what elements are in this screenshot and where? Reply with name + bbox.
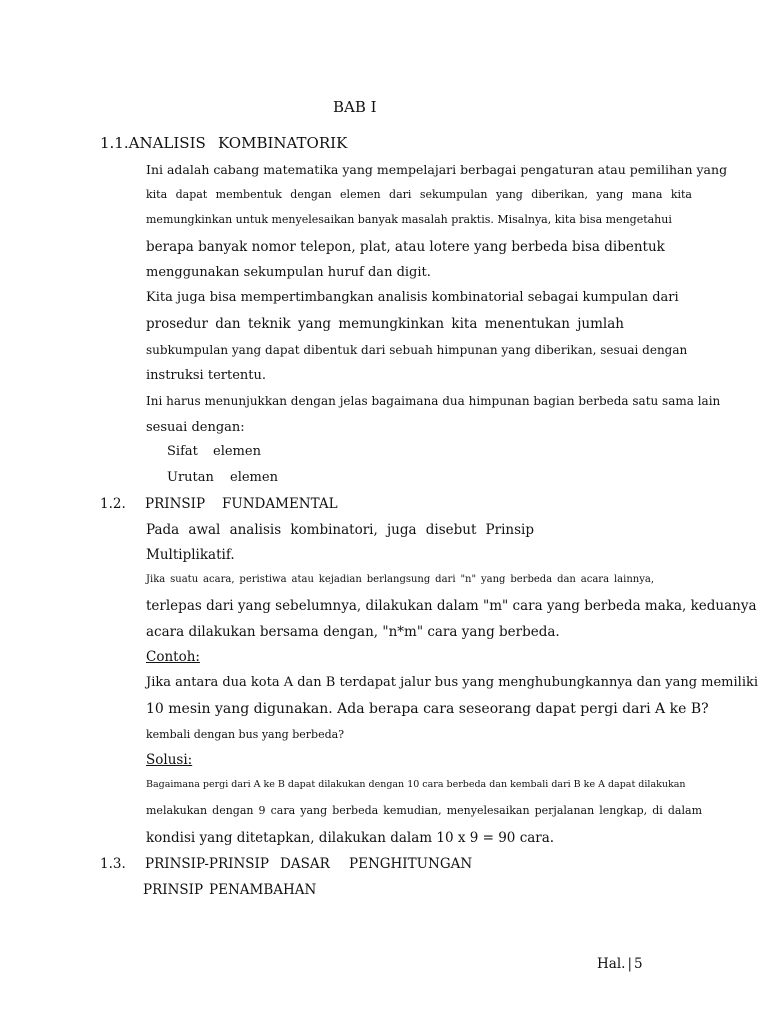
- list-item-value: elemen: [230, 470, 278, 485]
- paragraph-line: acara dilakukan bersama dengan, "n*m" cara yang berbeda.: [146, 624, 560, 640]
- list-item-label: Urutan: [167, 470, 214, 485]
- paragraph-line: Jika suatu acara, peristiwa atau kejadian berlangsung dari "n" yang berbeda dan acara lainnya,: [146, 574, 654, 585]
- paragraph-line: terlepas dari yang sebelumnya, dilakukan dalam "m" cara yang berbeda maka, keduanya: [146, 598, 757, 614]
- page-label: Hal.: [597, 956, 626, 972]
- paragraph-line: berapa banyak nomor telepon, plat, atau lotere yang berbeda bisa dibentuk: [146, 239, 665, 255]
- paragraph-line: 10 mesin yang digunakan. Ada berapa cara seseorang dapat pergi dari A ke B?: [146, 701, 709, 717]
- section-1-3-title-a: PRINSIP-PRINSIP: [145, 856, 269, 872]
- paragraph-line: kembali dengan bus yang berbeda?: [146, 728, 345, 741]
- paragraph-line: kita dapat membentuk dengan elemen dari sekumpulan yang diberikan, yang mana kita: [146, 188, 692, 201]
- paragraph-line: Ini adalah cabang matematika yang mempelajari berbagai pengaturan atau pemilihan yang: [146, 162, 728, 177]
- section-1-2-number: 1.2.: [100, 496, 126, 512]
- section-1-1-number: 1.1.ANALISIS: [100, 134, 206, 152]
- paragraph-line: subkumpulan yang dapat dibentuk dari sebuah himpunan yang diberikan, sesuai dengan: [146, 343, 688, 357]
- paragraph-line: Ini harus menunjukkan dengan jelas bagaimana dua himpunan bagian berbeda satu sama lain: [146, 394, 721, 408]
- paragraph-line: Multiplikatif.: [146, 547, 235, 563]
- contoh-label: Contoh:: [146, 649, 200, 665]
- section-1-3-title-c: PENGHITUNGAN: [349, 856, 473, 872]
- paragraph-line: Bagaimana pergi dari A ke B dapat dilakukan dengan 10 cara berbeda dan kembali dari B ke A dapat dilakukan: [146, 779, 686, 790]
- page-number: 5: [634, 956, 643, 972]
- paragraph-line: memungkinkan untuk menyelesaikan banyak masalah praktis. Misalnya, kita bisa mengetahui: [146, 213, 672, 226]
- paragraph-line: melakukan dengan 9 cara yang berbeda kemudian, menyelesaikan perjalanan lengkap, di dalam: [146, 804, 702, 817]
- paragraph-line: menggunakan sekumpulan huruf dan digit.: [146, 265, 431, 280]
- section-1-2-title-b: FUNDAMENTAL: [222, 496, 338, 512]
- paragraph-line: kondisi yang ditetapkan, dilakukan dalam 10 x 9 = 90 cara.: [146, 830, 555, 846]
- list-item-value: elemen: [213, 444, 261, 459]
- paragraph-line: sesuai dengan:: [146, 420, 245, 435]
- subsection-title-a: PRINSIP: [143, 882, 204, 898]
- paragraph-line: Pada awal analisis kombinatori, juga disebut Prinsip: [146, 522, 534, 538]
- solusi-label: Solusi:: [146, 752, 193, 768]
- paragraph-line: Jika antara dua kota A dan B terdapat jalur bus yang menghubungkannya dan yang memiliki: [146, 675, 759, 690]
- section-1-3-number: 1.3.: [100, 856, 126, 872]
- section-1-3-title-b: DASAR: [280, 856, 330, 872]
- chapter-title: BAB I: [333, 98, 377, 116]
- paragraph-line: Kita juga bisa mempertimbangkan analisis kombinatorial sebagai kumpulan dari: [146, 290, 679, 305]
- section-1-1-title: KOMBINATORIK: [218, 134, 348, 152]
- list-item-label: Sifat: [167, 444, 198, 459]
- subsection-title-b: PENAMBAHAN: [209, 882, 317, 898]
- page-separator: |: [627, 956, 632, 972]
- paragraph-line: prosedur dan teknik yang memungkinkan kita menentukan jumlah: [146, 316, 624, 332]
- page-footer: [597, 956, 643, 972]
- paragraph-line: instruksi tertentu.: [146, 368, 267, 383]
- section-1-2-title-a: PRINSIP: [145, 496, 206, 512]
